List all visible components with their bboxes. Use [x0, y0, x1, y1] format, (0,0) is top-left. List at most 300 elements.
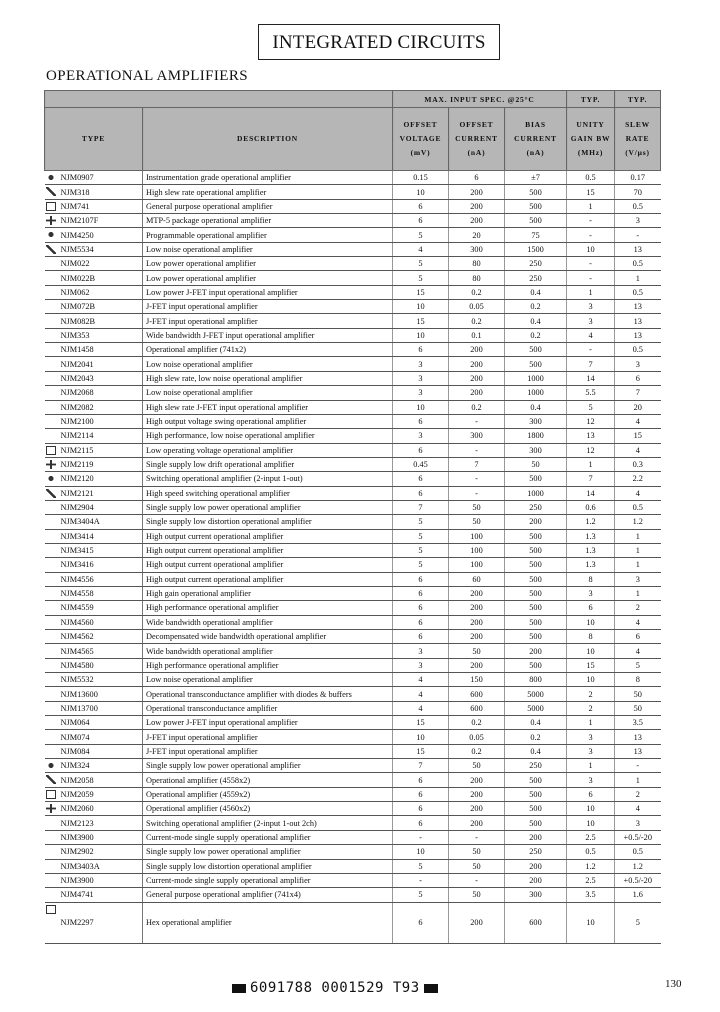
cell-slew: 13 — [615, 300, 661, 314]
cell-gain_bw: 1 — [567, 457, 615, 471]
cell-offset_i: 150 — [449, 673, 505, 687]
cell-desc: Operational amplifier (4560x2) — [143, 802, 393, 816]
column-header-unit: (V/µs) — [625, 148, 650, 157]
cell-slew: 50 — [615, 701, 661, 715]
cell-gain_bw: 14 — [567, 486, 615, 500]
column-header-label: SLEW RATE — [625, 120, 650, 143]
cell-slew: 1.6 — [615, 888, 661, 902]
cell-bias: 500 — [505, 543, 567, 557]
cell-offset_v: 6 — [393, 630, 449, 644]
cell-gain_bw: 2.5 — [567, 873, 615, 887]
cell-type — [45, 572, 143, 586]
cell-type — [45, 644, 143, 658]
cell-desc: High speed switching operational amplifier — [143, 486, 393, 500]
cell-gain_bw: 5.5 — [567, 386, 615, 400]
cell-bias: 250 — [505, 271, 567, 285]
page-number: 130 — [665, 978, 682, 990]
part-number: NJM2100 — [60, 417, 94, 427]
cell-bias: 500 — [505, 630, 567, 644]
cell-offset_i: 200 — [449, 802, 505, 816]
column-header-offset_i — [449, 108, 505, 171]
package-mark-icon — [46, 245, 56, 254]
cell-slew: 50 — [615, 687, 661, 701]
cell-offset_v: 6 — [393, 615, 449, 629]
cell-bias: 0.2 — [505, 730, 567, 744]
cell-offset_v: 5 — [393, 558, 449, 572]
cell-offset_i: 200 — [449, 343, 505, 357]
part-number: NJM4559 — [60, 603, 94, 613]
cell-bias: 500 — [505, 472, 567, 486]
cell-bias: 200 — [505, 515, 567, 529]
cell-offset_i: 200 — [449, 199, 505, 213]
cell-bias: 300 — [505, 443, 567, 457]
cell-gain_bw: 3.5 — [567, 888, 615, 902]
cell-desc: High output current operational amplifier — [143, 558, 393, 572]
cell-bias: 250 — [505, 845, 567, 859]
column-header-row — [45, 108, 661, 171]
cell-slew: - — [615, 228, 661, 242]
part-number: NJM2115 — [60, 445, 94, 455]
cell-offset_i: 0.2 — [449, 285, 505, 299]
cell-gain_bw: - — [567, 271, 615, 285]
cell-type — [45, 500, 143, 514]
cell-offset_i: 600 — [449, 687, 505, 701]
cell-bias: 500 — [505, 343, 567, 357]
cell-offset_i: 0.2 — [449, 314, 505, 328]
cell-type — [45, 343, 143, 357]
part-number: NJM0907 — [60, 173, 94, 183]
cell-desc: Operational amplifier (4559x2) — [143, 787, 393, 801]
cell-gain_bw: 10 — [567, 802, 615, 816]
cell-type — [45, 242, 143, 256]
group-header-row — [45, 91, 661, 108]
cell-bias: 0.4 — [505, 744, 567, 758]
part-number: NJM062 — [60, 287, 90, 297]
cell-gain_bw: 2 — [567, 687, 615, 701]
cell-desc: High performance operational amplifier — [143, 601, 393, 615]
cell-slew: 5 — [615, 902, 661, 943]
cell-slew: 3 — [615, 816, 661, 830]
cell-slew: 70 — [615, 185, 661, 199]
page-title: INTEGRATED CIRCUITS — [272, 32, 486, 53]
cell-offset_v: 5 — [393, 529, 449, 543]
cell-desc: J-FET input operational amplifier — [143, 744, 393, 758]
table-row — [45, 371, 661, 385]
table-row — [45, 414, 661, 428]
cell-type — [45, 443, 143, 457]
part-number: NJM2119 — [60, 460, 94, 470]
cell-type — [45, 658, 143, 672]
cell-slew: 4 — [615, 414, 661, 428]
cell-desc: High slew rate operational amplifier — [143, 185, 393, 199]
cell-gain_bw: 5 — [567, 400, 615, 414]
cell-bias: 1500 — [505, 242, 567, 256]
cell-desc: Low power J-FET input operational amplifier — [143, 285, 393, 299]
cell-desc: High slew rate J-FET input operational amplifier — [143, 400, 393, 414]
cell-bias: 1000 — [505, 386, 567, 400]
cell-offset_v: 3 — [393, 658, 449, 672]
cell-offset_i: 200 — [449, 586, 505, 600]
table-row — [45, 257, 661, 271]
cell-desc: J-FET input operational amplifier — [143, 730, 393, 744]
cell-gain_bw: - — [567, 214, 615, 228]
cell-gain_bw: 4 — [567, 328, 615, 342]
cell-offset_i: 200 — [449, 185, 505, 199]
table-row — [45, 314, 661, 328]
cell-gain_bw: 1.2 — [567, 859, 615, 873]
cell-desc: High gain operational amplifier — [143, 586, 393, 600]
cell-desc: Low power operational amplifier — [143, 271, 393, 285]
cell-slew: 1 — [615, 543, 661, 557]
cell-offset_i: 200 — [449, 658, 505, 672]
cell-bias: 500 — [505, 802, 567, 816]
part-number: NJM1458 — [60, 345, 94, 355]
table-row — [45, 873, 661, 887]
cell-offset_v: 10 — [393, 400, 449, 414]
cell-offset_v: 4 — [393, 701, 449, 715]
column-header-label: BIAS CURRENT — [514, 120, 557, 143]
cell-offset_v: 4 — [393, 242, 449, 256]
table-row — [45, 787, 661, 801]
cell-offset_v: 10 — [393, 300, 449, 314]
cell-slew: +0.5/-20 — [615, 830, 661, 844]
cell-slew: 1.2 — [615, 859, 661, 873]
cell-desc: Operational amplifier (741x2) — [143, 343, 393, 357]
cell-desc: J-FET input operational amplifier — [143, 300, 393, 314]
part-number: NJM5532 — [60, 675, 94, 685]
cell-gain_bw: 3 — [567, 300, 615, 314]
cell-desc: High performance operational amplifier — [143, 658, 393, 672]
cell-slew: 13 — [615, 314, 661, 328]
cell-gain_bw: 8 — [567, 572, 615, 586]
cell-offset_i: 20 — [449, 228, 505, 242]
cell-type — [45, 558, 143, 572]
table-row — [45, 630, 661, 644]
cell-offset_i: 0.2 — [449, 716, 505, 730]
part-number: NJM2060 — [60, 804, 94, 814]
part-number: NJM13600 — [60, 689, 98, 699]
part-number: NJM4556 — [60, 574, 94, 584]
package-mark-icon — [46, 446, 56, 455]
part-number: NJM3404A — [60, 517, 100, 527]
table-row — [45, 759, 661, 773]
column-header-gain_bw — [567, 108, 615, 171]
table-row — [45, 500, 661, 514]
package-mark-icon — [46, 905, 56, 914]
column-header-unit: (MHz) — [577, 148, 604, 157]
part-number: NJM4580 — [60, 660, 94, 670]
cell-offset_v: 6 — [393, 214, 449, 228]
cell-desc: Single supply low power operational amplifier — [143, 500, 393, 514]
package-mark-icon — [46, 790, 56, 799]
cell-offset_i: 0.05 — [449, 300, 505, 314]
cell-offset_v: 5 — [393, 257, 449, 271]
cell-bias: 500 — [505, 199, 567, 213]
cell-gain_bw: 3 — [567, 744, 615, 758]
part-number: NJM2121 — [60, 488, 94, 498]
cell-offset_i: 200 — [449, 630, 505, 644]
part-number: NJM4250 — [60, 230, 94, 240]
column-header-offset_v — [393, 108, 449, 171]
table-row — [45, 845, 661, 859]
part-number: NJM741 — [60, 201, 90, 211]
part-number: NJM082B — [60, 316, 96, 326]
column-header-label: OFFSET VOLTAGE — [399, 120, 442, 143]
column-header-unit: (nA) — [467, 148, 486, 157]
part-number: NJM5534 — [60, 244, 94, 254]
cell-offset_v: 3 — [393, 357, 449, 371]
package-mark-icon — [46, 202, 56, 211]
cell-type — [45, 257, 143, 271]
cell-gain_bw: 3 — [567, 314, 615, 328]
cell-bias: 500 — [505, 816, 567, 830]
cell-bias: 500 — [505, 658, 567, 672]
cell-desc: Low noise operational amplifier — [143, 242, 393, 256]
column-header-unit: (nA) — [526, 148, 545, 157]
cell-desc: Operational transconductance amplifier with diodes & buffers — [143, 687, 393, 701]
cell-slew: 6 — [615, 371, 661, 385]
cell-offset_i: 0.2 — [449, 400, 505, 414]
cell-offset_v: 6 — [393, 472, 449, 486]
cell-slew: 13 — [615, 328, 661, 342]
cell-slew: 7 — [615, 386, 661, 400]
table-row — [45, 400, 661, 414]
table-row — [45, 859, 661, 873]
cell-offset_i: 0.05 — [449, 730, 505, 744]
cell-bias: 500 — [505, 529, 567, 543]
cell-slew: 8 — [615, 673, 661, 687]
cell-gain_bw: 1 — [567, 716, 615, 730]
cell-desc: Instrumentation grade operational amplifier — [143, 171, 393, 185]
cell-slew: 4 — [615, 443, 661, 457]
cell-type — [45, 543, 143, 557]
table-row — [45, 802, 661, 816]
cell-offset_i: 300 — [449, 429, 505, 443]
table-row — [45, 830, 661, 844]
cell-slew: 3 — [615, 357, 661, 371]
cell-gain_bw: 8 — [567, 630, 615, 644]
cell-offset_i: 50 — [449, 515, 505, 529]
cell-offset_v: 0.15 — [393, 171, 449, 185]
section-heading: OPERATIONAL AMPLIFIERS — [46, 68, 249, 84]
group-header-max-input: MAX. INPUT SPEC. @25°C — [393, 91, 567, 108]
cell-offset_i: 6 — [449, 171, 505, 185]
cell-slew: 6 — [615, 630, 661, 644]
cell-offset_i: 200 — [449, 773, 505, 787]
cell-slew: - — [615, 759, 661, 773]
cell-bias: 50 — [505, 457, 567, 471]
cell-slew: 0.5 — [615, 500, 661, 514]
cell-bias: 1800 — [505, 429, 567, 443]
cell-bias: 250 — [505, 759, 567, 773]
cell-bias: 500 — [505, 601, 567, 615]
cell-type — [45, 529, 143, 543]
cell-gain_bw: 6 — [567, 787, 615, 801]
cell-slew: 0.5 — [615, 285, 661, 299]
cell-bias: 0.4 — [505, 400, 567, 414]
cell-gain_bw: 14 — [567, 371, 615, 385]
package-mark-icon — [46, 761, 56, 770]
package-mark-icon — [46, 230, 56, 239]
cell-offset_i: 50 — [449, 759, 505, 773]
cell-offset_i: - — [449, 443, 505, 457]
cell-offset_i: 200 — [449, 787, 505, 801]
cell-bias: 200 — [505, 830, 567, 844]
cell-gain_bw: 3 — [567, 586, 615, 600]
cell-offset_v: 5 — [393, 228, 449, 242]
cell-bias: 5000 — [505, 687, 567, 701]
part-number: NJM353 — [60, 330, 90, 340]
table-row — [45, 601, 661, 615]
cell-gain_bw: 3 — [567, 773, 615, 787]
cell-desc: Low power J-FET input operational amplifier — [143, 716, 393, 730]
table-row — [45, 185, 661, 199]
cell-gain_bw: 2 — [567, 701, 615, 715]
cell-bias: 600 — [505, 902, 567, 943]
cell-gain_bw: 10 — [567, 615, 615, 629]
cell-bias: 200 — [505, 644, 567, 658]
cell-offset_v: 7 — [393, 500, 449, 514]
cell-type — [45, 185, 143, 199]
cell-desc: Wide bandwidth operational amplifier — [143, 644, 393, 658]
cell-offset_v: 15 — [393, 744, 449, 758]
part-number: NJM074 — [60, 732, 90, 742]
cell-bias: 0.2 — [505, 328, 567, 342]
cell-desc: Programmable operational amplifier — [143, 228, 393, 242]
cell-gain_bw: 10 — [567, 902, 615, 943]
cell-slew: 2 — [615, 787, 661, 801]
cell-gain_bw: 15 — [567, 185, 615, 199]
cell-type — [45, 787, 143, 801]
cell-type — [45, 386, 143, 400]
cell-type — [45, 802, 143, 816]
part-number: NJM3900 — [60, 876, 94, 886]
barcode-bar-right — [424, 984, 438, 993]
table-row — [45, 271, 661, 285]
part-number: NJM4560 — [60, 617, 94, 627]
table-row — [45, 888, 661, 902]
cell-type — [45, 744, 143, 758]
cell-offset_i: 0.1 — [449, 328, 505, 342]
part-number: NJM022 — [60, 259, 90, 269]
cell-slew: 4 — [615, 486, 661, 500]
cell-gain_bw: - — [567, 343, 615, 357]
cell-bias: 300 — [505, 888, 567, 902]
table-row — [45, 242, 661, 256]
cell-desc: High output current operational amplifier — [143, 543, 393, 557]
cell-offset_i: - — [449, 414, 505, 428]
cell-bias: 5000 — [505, 701, 567, 715]
cell-gain_bw: 1.3 — [567, 529, 615, 543]
cell-desc: Single supply low distortion operational amplifier — [143, 859, 393, 873]
cell-type — [45, 371, 143, 385]
cell-desc: General purpose operational amplifier (741x4) — [143, 888, 393, 902]
part-number: NJM3416 — [60, 560, 94, 570]
table-row — [45, 472, 661, 486]
cell-desc: Wide bandwidth operational amplifier — [143, 615, 393, 629]
cell-offset_i: 60 — [449, 572, 505, 586]
table-row — [45, 902, 661, 943]
package-mark-icon — [46, 187, 56, 196]
cell-desc: Current-mode single supply operational amplifier — [143, 873, 393, 887]
cell-type — [45, 873, 143, 887]
table-row — [45, 816, 661, 830]
cell-offset_v: 5 — [393, 888, 449, 902]
cell-offset_v: 6 — [393, 586, 449, 600]
cell-type — [45, 400, 143, 414]
cell-offset_i: 100 — [449, 529, 505, 543]
cell-offset_v: 6 — [393, 414, 449, 428]
cell-desc: Current-mode single supply operational amplifier — [143, 830, 393, 844]
cell-offset_v: 10 — [393, 328, 449, 342]
cell-desc: High performance, low noise operational amplifier — [143, 429, 393, 443]
cell-bias: 0.4 — [505, 285, 567, 299]
cell-gain_bw: 10 — [567, 242, 615, 256]
table-row — [45, 171, 661, 185]
cell-type — [45, 414, 143, 428]
cell-type — [45, 615, 143, 629]
cell-offset_i: 0.2 — [449, 744, 505, 758]
part-number: NJM084 — [60, 746, 90, 756]
section-title-box — [258, 24, 500, 60]
column-header-label: OFFSET CURRENT — [455, 120, 498, 143]
cell-slew: 1.2 — [615, 515, 661, 529]
cell-type — [45, 845, 143, 859]
cell-type — [45, 199, 143, 213]
cell-bias: ±7 — [505, 171, 567, 185]
table-row — [45, 429, 661, 443]
part-number: NJM4565 — [60, 646, 94, 656]
cell-bias: 1000 — [505, 371, 567, 385]
package-mark-icon — [46, 804, 56, 813]
cell-offset_v: 6 — [393, 343, 449, 357]
cell-offset_i: 7 — [449, 457, 505, 471]
cell-type — [45, 701, 143, 715]
cell-gain_bw: 6 — [567, 601, 615, 615]
cell-type — [45, 830, 143, 844]
cell-bias: 250 — [505, 500, 567, 514]
cell-offset_v: 6 — [393, 802, 449, 816]
cell-offset_v: 6 — [393, 443, 449, 457]
cell-desc: High output current operational amplifier — [143, 572, 393, 586]
cell-bias: 0.2 — [505, 300, 567, 314]
table-row — [45, 486, 661, 500]
cell-type — [45, 759, 143, 773]
package-mark-icon — [46, 173, 56, 182]
table-row — [45, 716, 661, 730]
cell-desc: Single supply low drift operational amplifier — [143, 457, 393, 471]
cell-bias: 75 — [505, 228, 567, 242]
cell-offset_i: 200 — [449, 902, 505, 943]
cell-offset_v: 6 — [393, 816, 449, 830]
part-number: NJM072B — [60, 302, 96, 312]
cell-slew: 1 — [615, 586, 661, 600]
cell-gain_bw: 1.2 — [567, 515, 615, 529]
cell-slew: 0.5 — [615, 343, 661, 357]
cell-desc: MTP-5 package operational amplifier — [143, 214, 393, 228]
cell-bias: 300 — [505, 414, 567, 428]
cell-slew: 13 — [615, 242, 661, 256]
cell-offset_i: 600 — [449, 701, 505, 715]
cell-slew: 3 — [615, 572, 661, 586]
cell-type — [45, 730, 143, 744]
cell-type — [45, 214, 143, 228]
table-row — [45, 515, 661, 529]
part-number: NJM3403A — [60, 861, 100, 871]
cell-desc: High slew rate, low noise operational amplifier — [143, 371, 393, 385]
cell-type — [45, 171, 143, 185]
cell-type — [45, 271, 143, 285]
